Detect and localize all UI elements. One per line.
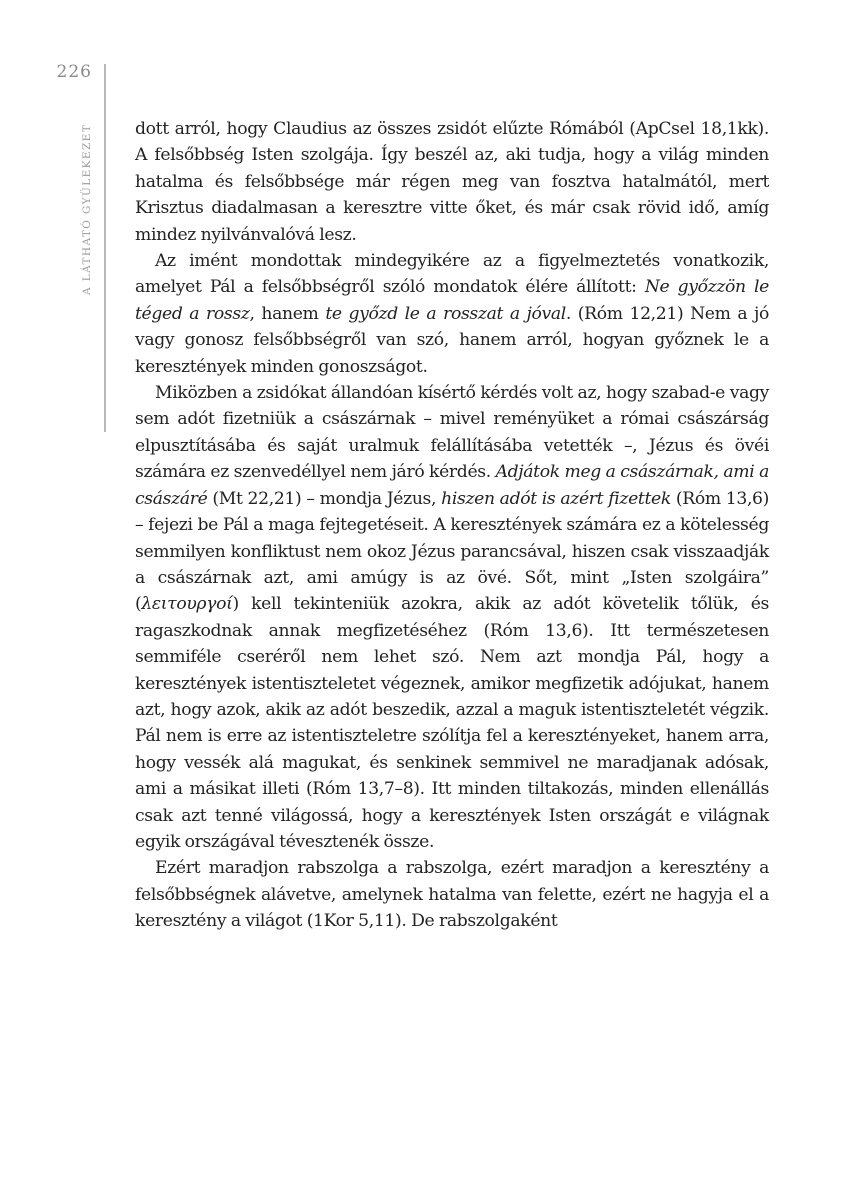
paragraph: [135, 380, 769, 855]
italic-quote: te győzd le a rosszat a jóval: [325, 303, 566, 324]
italic-quote: hiszen adót is azért fizettek: [441, 488, 671, 509]
body-text: [135, 116, 769, 935]
text-segment: Az imént mondottak mindegyikére az a figyelmeztetés vonatkozik, amelyet Pál a felsőbbségről szóló mondatok élére állított:: [135, 251, 769, 298]
text-segment: Ezért maradjon rabszolga a rabszolga, ezért maradjon a keresztény a felsőbbségnek alávetve, amelynek hatalma van felette, ezért ne hagyja el a keresztény a világot (1Kor 5,11). De rabszolgaként: [135, 858, 769, 932]
paragraph: [135, 855, 769, 934]
page-number: 226: [56, 62, 92, 82]
text-segment: . (Róm 12,21) Nem a jó vagy gonosz felsőbbségről van szó, hanem arról, hogyan győznek le a keresztények minden gonoszságot.: [135, 303, 770, 377]
text-segment: Miközben a zsidókat állandóan kísértő kérdés volt az, hogy szabad-e vagy sem adót fizetniük a császárnak – mivel reményüket a római császárság elpusztításába és saját uralmuk felállításába vetették –, Jézus és övéi számára ez szenvedéllyel nem járó kérdés.: [135, 383, 769, 483]
text-segment: (Róm 13,6) – fejezi be Pál a maga fejtegetéseit. A keresztények számára ez a kötelesség semmilyen konfliktust nem okoz Jézus parancsával, hiszen csak visszaadják a császárnak azt, ami amúgy is az övé. Sőt, mint „Isten szolgáira” (: [135, 488, 769, 615]
italic-quote: Ne győzzön le téged a rossz: [135, 277, 769, 324]
text-segment: dott arról, hogy Claudius az összes zsidót elűzte Rómából (ApCsel 18,1kk). A felsőbbség Isten szolgája. Így beszél az, aki tudja, hogy a világ minden hatalma és felsőbbsége már régen meg van fosztva hatalmától, mert Krisztus diadalmasan a keresztre vitte őket, és már csak rövid idő, amíg mindez nyilvánvalóvá lesz.: [135, 119, 769, 245]
greek-term: λειτουργοί: [141, 594, 233, 615]
margin-rule: [104, 64, 106, 432]
text-segment: (Mt 22,21) – mondja Jézus,: [207, 488, 442, 509]
text-segment: , hanem: [249, 303, 326, 324]
paragraph: [135, 116, 769, 248]
paragraph: [135, 248, 769, 380]
text-segment: ) kell tekinteniük azokra, akik az adót követelik tőlük, és ragaszkodnak annak megfizetéséhez (Róm 13,6). Itt természetesen semmiféle cseréről nem lehet szó. Nem azt mondja Pál, hogy a keresztények istentiszteletet végeznek, amikor megfizetik adójukat, hanem azt, hogy azok, akik az adót beszedik, azzal a maguk istentiszteletét végzik. Pál nem is erre az istentiszteletre szólítja fel a keresztényeket, hanem arra, hogy vessék alá magukat, és senkinek semmivel ne maradjanak adósak, ami a másikat illeti (Róm 13,7–8). Itt minden tiltakozás, minden ellenállás csak azt tenné világossá, hogy a keresztények Isten országát e világnak egyik országával tévesztenék össze.: [135, 594, 769, 852]
italic-quote: Adjátok meg a császárnak, ami a császáré: [135, 462, 769, 509]
running-title: A LÁTHATÓ GYÜLEKEZET: [81, 123, 93, 295]
